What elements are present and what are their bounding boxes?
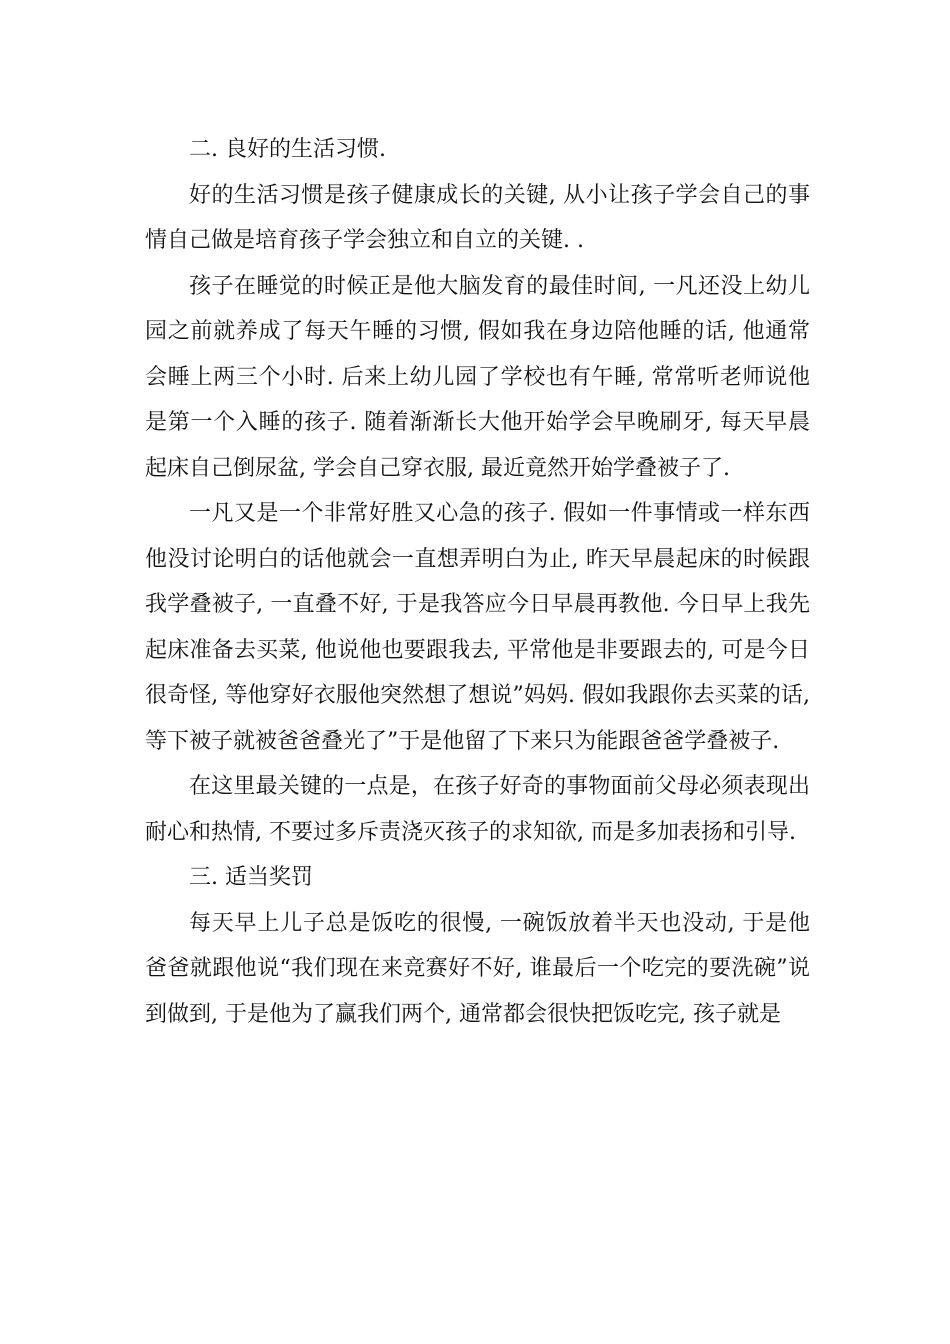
paragraph: 在这里最关键的一点是，在孩子好奇的事物面前父母必须表现出耐心和热情, 不要过多斥责浇灭孩子的求知欲, 而是多加表扬和引导.: [145, 774, 810, 845]
section-heading-2: 二. 良好的生活习惯.: [189, 137, 386, 162]
paragraph: 每天早上儿子总是饭吃的很慢, 一碗饭放着半天也没动, 于是他爸爸就跟他说“我们现在来竞赛好不好, 谁最后一个吃完的要洗碗”说到做到, 于是他为了赢我们两个, 通常都会很快把饭吃完, 孩子就是: [145, 910, 810, 1027]
document-body: [145, 127, 810, 1037]
paragraph: 一凡又是一个非常好胜又心急的孩子. 假如一件事情或一样东西他没讨论明白的话他就会一直想弄明白为止, 昨天早晨起床的时候跟我学叠被子, 一直叠不好, 于是我答应今日早晨再教他. 今日早上我先起床准备去买菜, 他说他也要跟我去, 平常他是非要跟去的, 可是今日很奇怪, 等他穿好衣服他突然想了想说”妈妈. 假如我跟你去买菜的话, 等下被子就被爸爸叠光了”于是他留了下来只为能跟爸爸学叠被子.: [145, 501, 810, 754]
section-heading-3: 三. 适当奖罚: [189, 865, 313, 890]
paragraph: 好的生活习惯是孩子健康成长的关键, 从小让孩子学会自己的事情自己做是培育孩子学会独立和自立的关键. .: [145, 182, 810, 253]
paragraph: 孩子在睡觉的时候正是他大脑发育的最佳时间, 一凡还没上幼儿园之前就养成了每天午睡的习惯, 假如我在身边陪他睡的话, 他通常会睡上两三个小时. 后来上幼儿园了学校也有午睡, 常常听老师说他是第一个入睡的孩子. 随着渐渐长大他开始学会早晚刷牙, 每天早晨起床自己倒尿盆, 学会自己穿衣服, 最近竟然开始学叠被子了.: [145, 273, 810, 481]
